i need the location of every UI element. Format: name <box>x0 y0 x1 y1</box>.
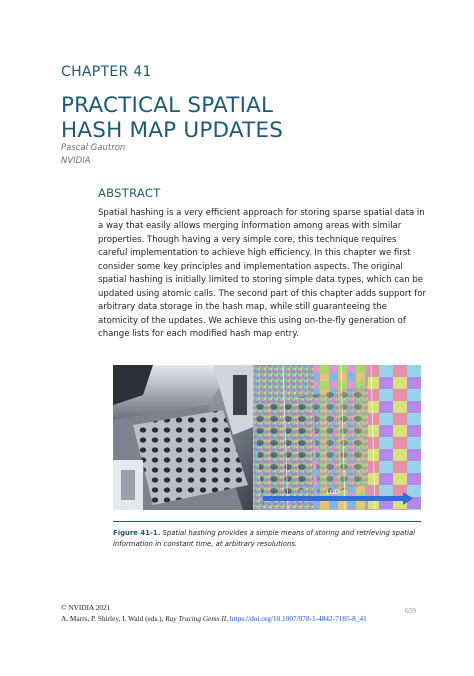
citation-line <box>61 613 421 624</box>
author-affiliation: NVIDIA <box>61 156 91 166</box>
figure-caption-text: Spatial hashing provides a simple means of storing and retrieving spatial information in constant time, at arbitrary resolutions. <box>113 529 416 548</box>
author-block <box>61 142 125 168</box>
footer <box>61 602 421 624</box>
figure-caption <box>113 528 421 549</box>
citation-book: Ray Tracing Gems II <box>165 614 227 623</box>
abstract-body: Spatial hashing is a very efficient approach for storing sparse spatial data in a way that easily allows merging information among areas with similar properties. Though having a very simple core, this technique requires careful implementation to achieve high efficiency. In this chapter we first consider some key principles and implementation aspects. The original spatial hashing is initially limited to storing simple data types, which can be updated using atomic calls. The second part of this chapter adds support for arbitrary data storage in the hash map, while still guaranteeing the atomicity of the updates. We achieve this using on-the-fly generation of change lists for each modified hash map entry. <box>98 208 427 340</box>
lod-label: LOD <box>326 489 340 496</box>
author-name: Pascal Gautron <box>61 143 126 153</box>
abstract-heading: ABSTRACT <box>98 186 161 200</box>
figure-render <box>113 365 421 510</box>
chapter-title <box>61 93 441 143</box>
doi-link[interactable]: https://doi.org/10.1007/978-1-4842-7185-8_41 <box>229 614 367 623</box>
citation-prefix: A. Marrs, P. Shirley, I. Wald (eds.), <box>61 614 166 623</box>
title-line-2: HASH MAP UPDATES <box>61 118 284 143</box>
chapter-label: CHAPTER 41 <box>61 64 152 80</box>
figure-image <box>113 365 421 510</box>
figure-caption-label: Figure 41-1. <box>113 529 161 537</box>
title-line-1: PRACTICAL SPATIAL <box>61 93 274 118</box>
citation-separator: , <box>226 614 230 623</box>
page-number: 659 <box>405 606 416 615</box>
copyright-line: © NVIDIA 2021 <box>61 603 111 612</box>
figure-rule <box>113 521 421 522</box>
